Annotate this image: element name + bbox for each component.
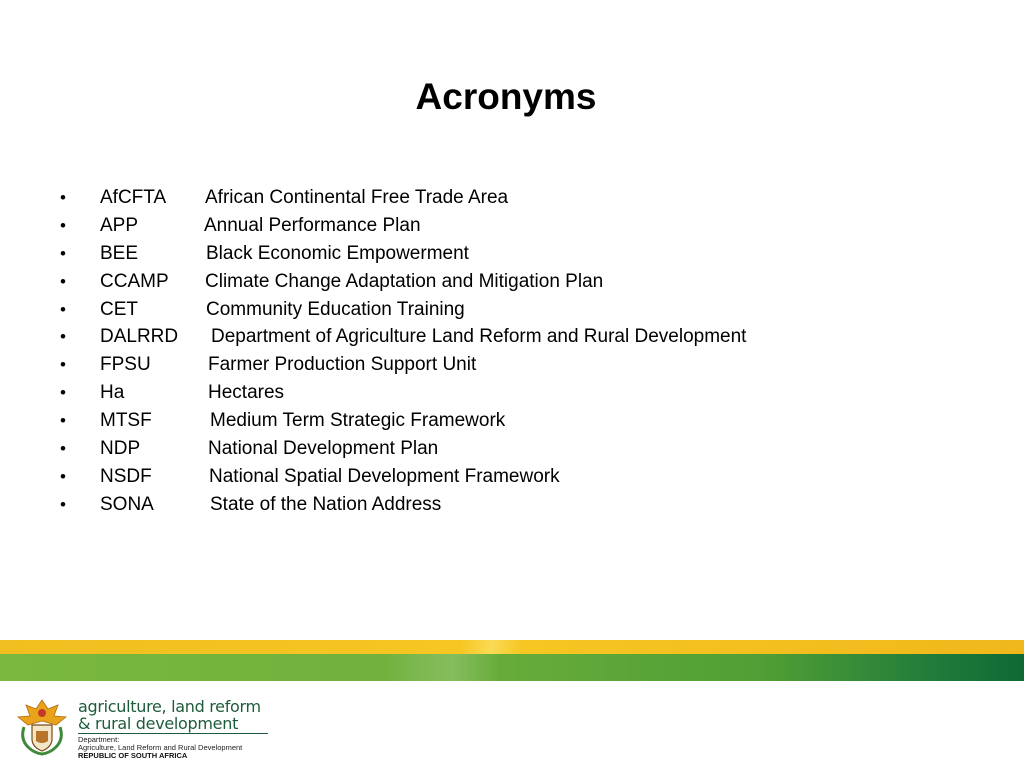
- footer-yellow-band: [0, 640, 1024, 654]
- acronym: NSDF: [100, 465, 152, 487]
- bullet: •: [60, 383, 66, 403]
- bullet: •: [60, 243, 66, 263]
- acronym-definition: National Spatial Development Framework: [209, 465, 560, 487]
- acronym: FPSU: [100, 354, 151, 376]
- bullet: •: [60, 271, 66, 291]
- acronym-definition: Farmer Production Support Unit: [208, 354, 477, 376]
- acronym: NDP: [100, 438, 141, 460]
- acronym: DALRRD: [100, 326, 179, 348]
- department-label: Department:: [78, 735, 120, 744]
- acronym-definition: African Continental Free Trade Area: [205, 187, 509, 208]
- brand-line-2: & rural development: [78, 714, 239, 733]
- bullet: •: [60, 188, 66, 207]
- acronym-definition: Hectares: [208, 382, 285, 404]
- acronym: SONA: [100, 493, 154, 515]
- acronym: MTSF: [100, 410, 152, 432]
- footer-green-band: [0, 654, 1024, 681]
- bullet: •: [60, 494, 66, 514]
- acronym-definition: Climate Change Adaptation and Mitigation Plan: [205, 270, 604, 292]
- bullet: •: [60, 327, 66, 347]
- bullet: •: [60, 299, 66, 319]
- department-logo: [14, 695, 284, 763]
- country-name: REPUBLIC OF SOUTH AFRICA: [78, 751, 188, 760]
- bullet: •: [60, 215, 66, 235]
- acronym: BEE: [100, 242, 139, 264]
- acronym-definition: Black Economic Empowerment: [206, 242, 469, 264]
- brand-line-1: agriculture, land reform: [78, 697, 261, 716]
- acronym-definition: State of the Nation Address: [210, 493, 442, 515]
- acronym: CCAMP: [100, 270, 169, 292]
- acronym-definition: Medium Term Strategic Framework: [210, 410, 506, 432]
- acronym: Ha: [100, 382, 125, 404]
- coat-of-arms-icon: [14, 697, 70, 757]
- bullet: •: [60, 439, 66, 459]
- footer-band-highlight: [380, 654, 500, 681]
- acronym: AfCFTA: [100, 187, 167, 208]
- acronym-definition: Annual Performance Plan: [204, 214, 421, 236]
- department-name: Agriculture, Land Reform and Rural Development: [78, 743, 243, 752]
- bullet: •: [60, 355, 66, 375]
- bullet: •: [60, 411, 66, 431]
- acronym: APP: [100, 214, 139, 236]
- bullet: •: [60, 466, 66, 486]
- acronym-definition: National Development Plan: [208, 438, 439, 460]
- acronym-definition: Department of Agriculture Land Reform and Rural Development: [211, 326, 747, 348]
- slide-title: Acronyms: [415, 76, 597, 117]
- acronym-definition: Community Education Training: [206, 298, 465, 320]
- brand-divider: [78, 733, 268, 734]
- acronym: CET: [100, 298, 138, 320]
